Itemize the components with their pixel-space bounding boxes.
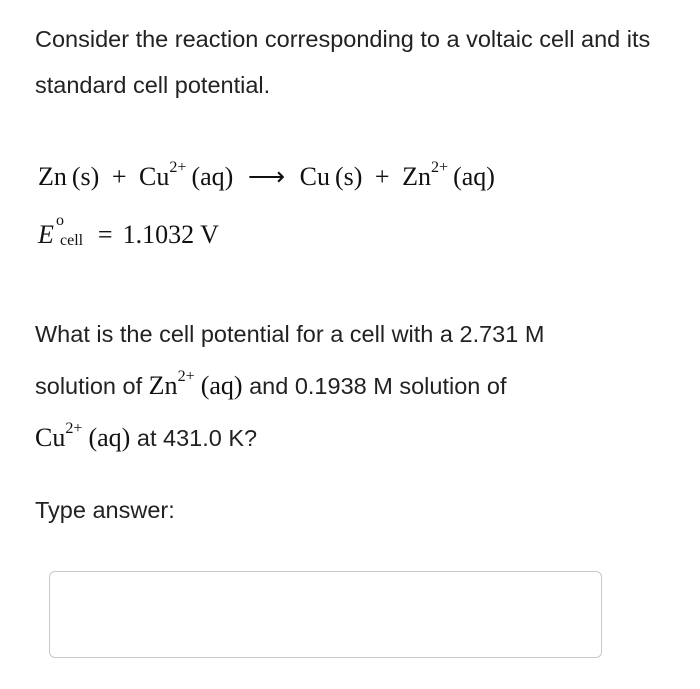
- reactant-cu: Cu: [139, 162, 170, 191]
- reactant-cu-charge: 2+: [169, 159, 187, 177]
- plus-sign: +: [374, 162, 390, 191]
- equals-sign: =: [97, 220, 113, 249]
- product-cu: Cu: [299, 162, 330, 191]
- question-line: solution of $Zn^{2+}$ (aq) and 0.1938 M solution of: [35, 368, 507, 400]
- potential-value: 1.1032 V: [122, 220, 219, 249]
- zn-ion: $Zn^{2+}$ (aq): [148, 368, 243, 400]
- question-line: What is the cell potential for a cell with a 2.731 M: [35, 321, 545, 347]
- product-cu-state: (s): [334, 162, 363, 191]
- reaction-equation: [38, 159, 495, 192]
- reactant-zn: Zn: [38, 162, 67, 191]
- reactant-zn-state: (s): [71, 162, 100, 191]
- question-text: [35, 308, 665, 464]
- question-intro: Consider the reaction corresponding to a voltaic cell and its standard cell potential.: [35, 26, 651, 98]
- answer-input[interactable]: [49, 571, 602, 658]
- question-line: $Cu^{2+}$ (aq) at 431.0 K?: [35, 420, 258, 452]
- plus-sign: +: [111, 162, 127, 191]
- standard-potential: [38, 212, 219, 250]
- reaction-arrow: ⟶: [247, 162, 286, 191]
- product-zn-charge: 2+: [430, 159, 449, 177]
- reactant-cu-state: (aq): [191, 162, 234, 191]
- e-cell-symbol: E o cell: [38, 212, 84, 249]
- cu-ion: $Cu^{2+}$ (aq): [35, 420, 131, 452]
- answer-label: Type answer:: [35, 497, 175, 523]
- product-zn: Zn: [402, 162, 431, 191]
- product-zn-state: (aq): [453, 162, 495, 191]
